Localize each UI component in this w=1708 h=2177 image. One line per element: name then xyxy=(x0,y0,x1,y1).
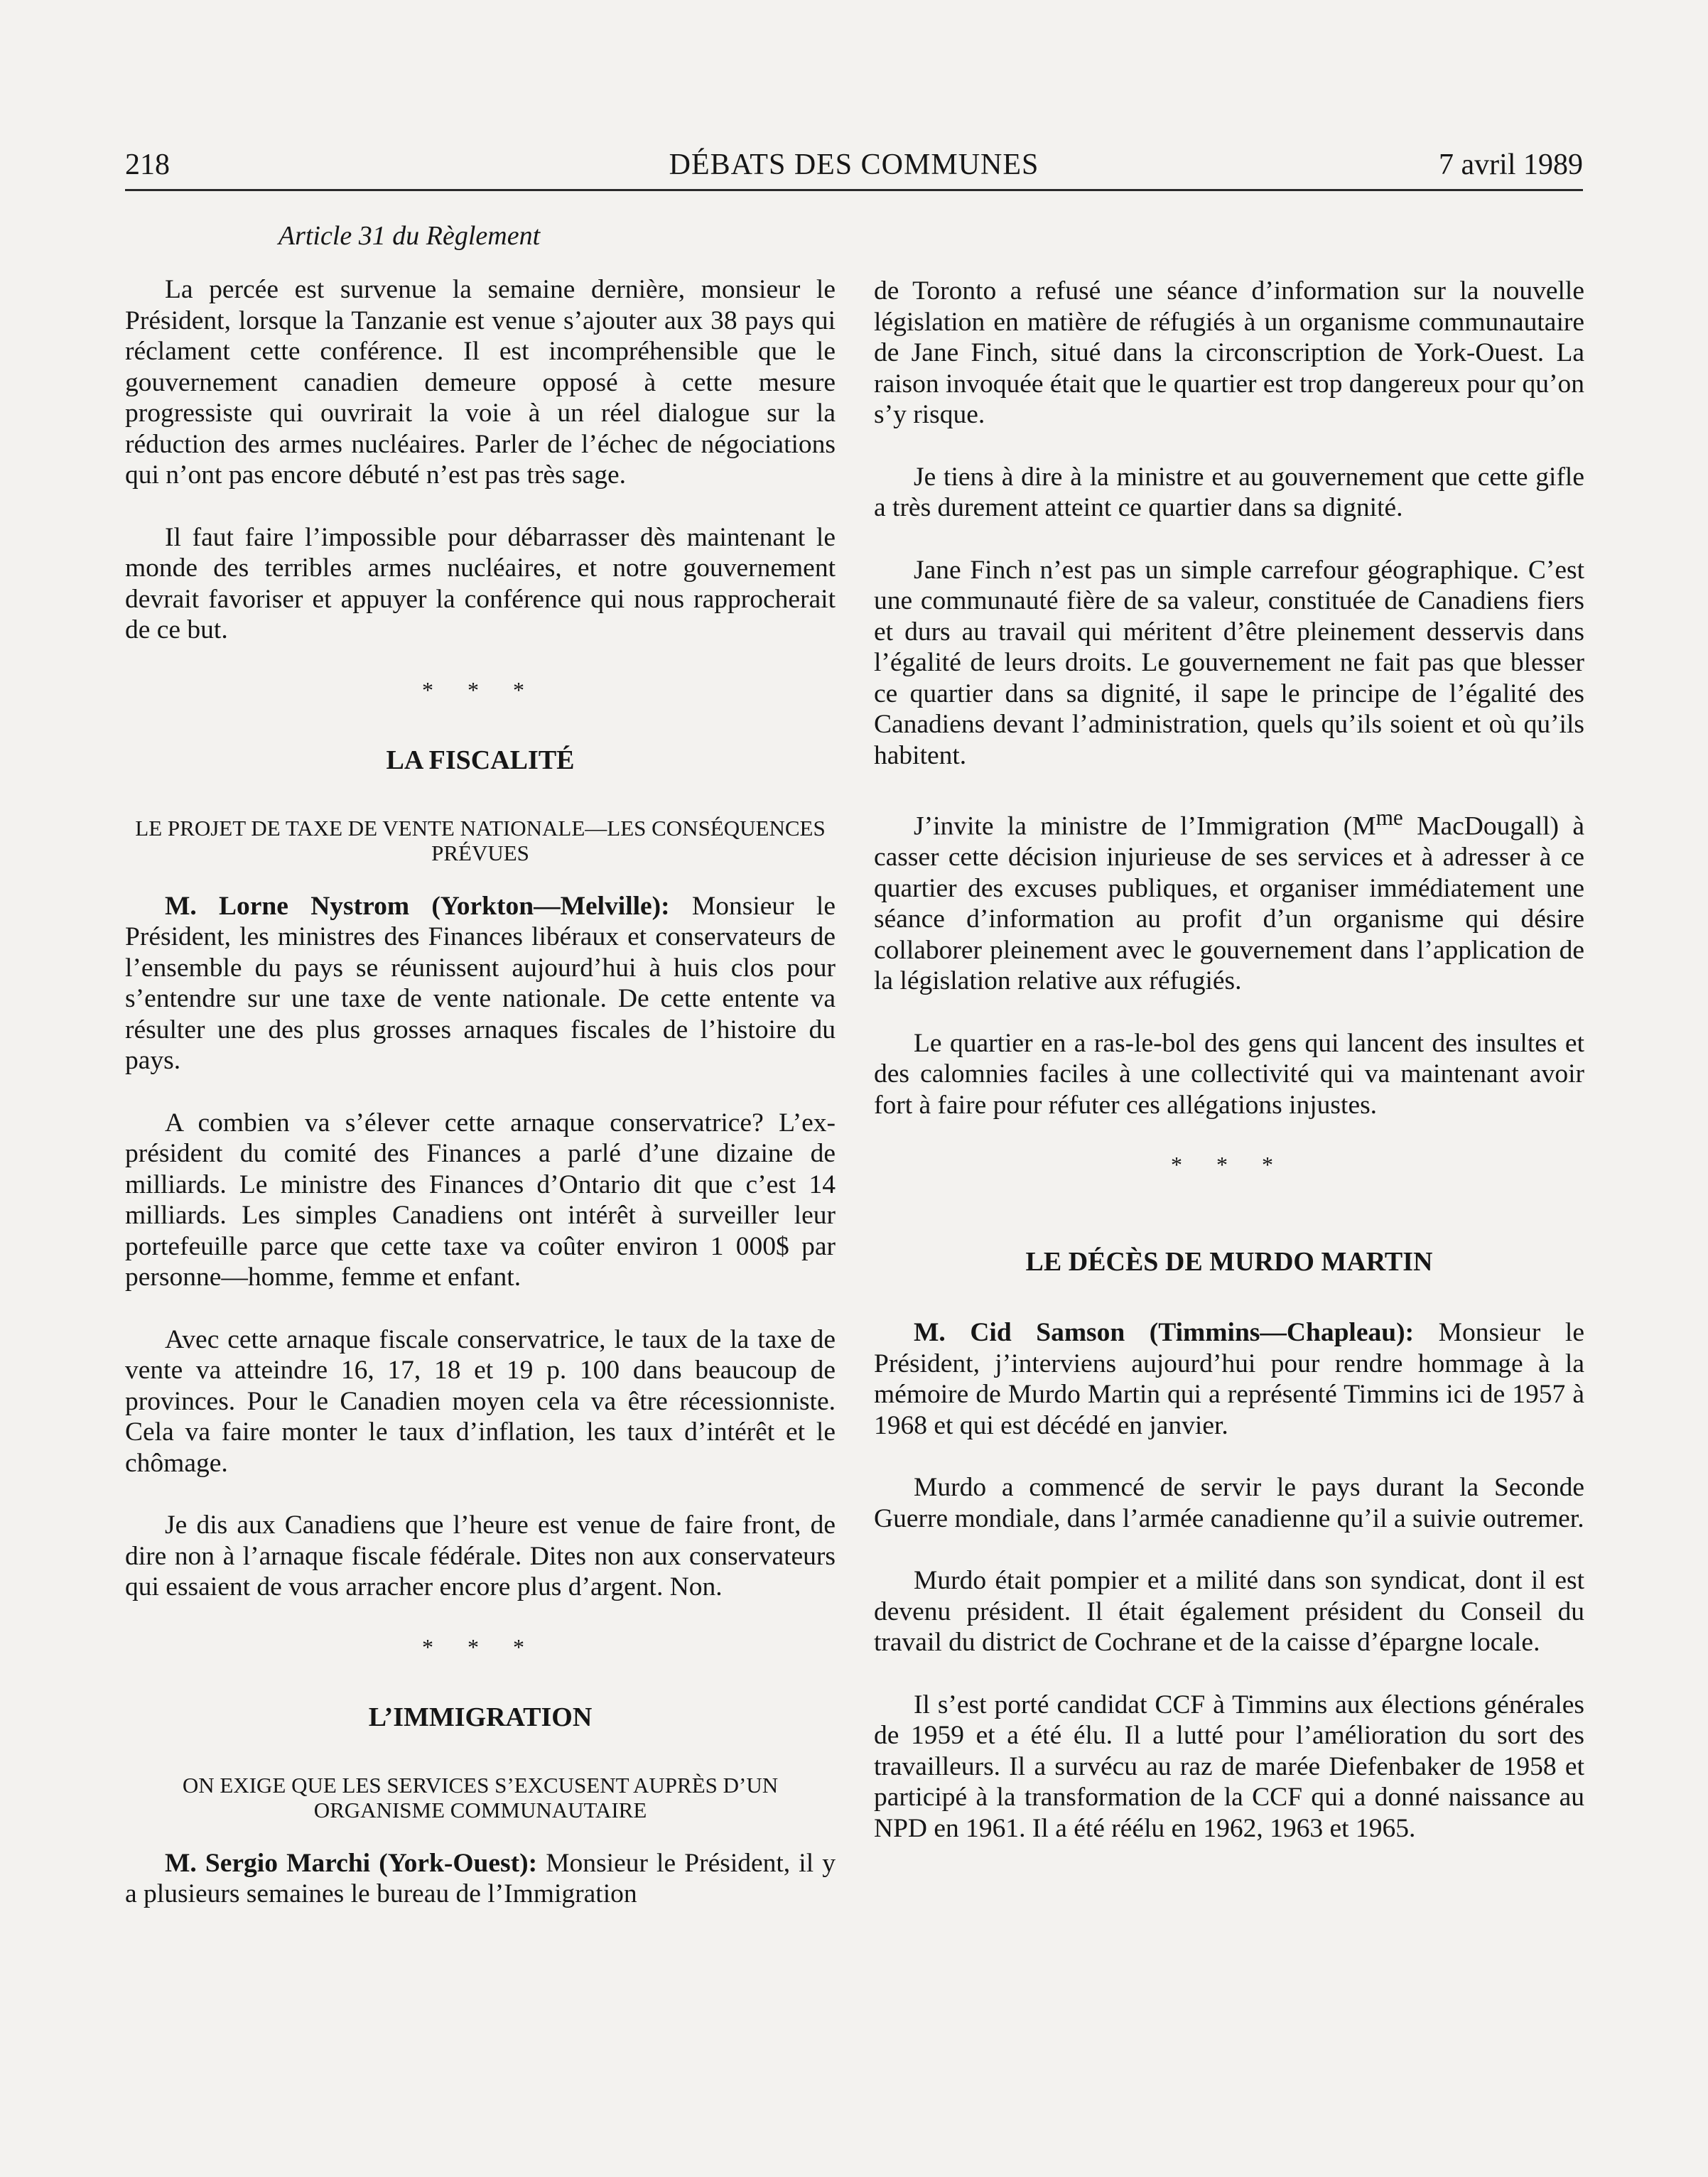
section-separator: * * * xyxy=(422,676,539,703)
rubric: Article 31 du Règlement xyxy=(278,221,541,251)
paragraph: Je tiens à dire à la ministre et au gouvernement que cette gifle a très durement atteint ce quartier dans sa dignité. xyxy=(874,462,1584,522)
paragraph-text: Monsieur le Président, il y a plusieurs semaines le bureau de l’Immigration xyxy=(125,1848,836,1908)
page-header xyxy=(125,145,1583,191)
speaker-name: M. Lorne Nystrom (Yorkton—Melville): xyxy=(165,891,670,921)
superscript: me xyxy=(1375,805,1403,830)
paragraph-text: Monsieur le Président, les ministres des Finances libéraux et conservateurs de l’ensemble du pays se réunissent aujourd’hui à huis clos pour s’entendre sur une taxe de vente nationale. De cette entente va résulter une des plus grosses arnaques fiscales de l’histoire du pays. xyxy=(125,891,836,1075)
speaker-name: M. Cid Samson (Timmins—Chapleau): xyxy=(914,1318,1415,1347)
paragraph-text: Monsieur le Président, j’interviens aujourd’hui pour rendre hommage à la mémoire de Murdo Martin qui a représenté Timmins ici de 1957 à 1968 et qui est décédé en janvier. xyxy=(874,1318,1584,1440)
section-heading: LA FISCALITÉ xyxy=(386,745,575,775)
left-column xyxy=(125,220,836,1941)
paragraph-text: J’invite la ministre de l’Immigration (M xyxy=(914,811,1376,841)
section-subheading: LE PROJET DE TAXE DE VENTE NATIONALE—LES CONSÉQUENCES PRÉVUES xyxy=(135,815,826,865)
page-date: 7 avril 1989 xyxy=(1439,148,1583,181)
paragraph xyxy=(125,1848,836,1910)
paragraph-text: MacDougall) à casser cette décision injurieuse de ses services et à adresser à ce quartier des excuses publiques, et organiser immédiatement une séance d’information au profit d’un organisme qui désire collaborer pleinement avec le gouvernement dans l’application de la législation relative aux réfugiés. xyxy=(874,811,1584,995)
paragraph: Jane Finch n’est pas un simple carrefour géographique. C’est une communauté fière de sa valeur, constituée de Canadiens fiers et durs au travail qui méritent d’être pleinement desservis dans l’égalité de leurs droits. Le gouvernement ne fait pas que blesser ce quartier dans sa dignité, il sape le principe de l’égalité des Canadiens devant l’administration, quels qu’ils soient et où qu’ils habitent. xyxy=(874,555,1584,770)
paragraph: Il s’est porté candidat CCF à Timmins aux élections générales de 1959 et a été élu. Il a lutté pour l’amélioration du sort des travailleurs. Il a survécu au raz de marée Diefenbaker de 1958 et participé à la transformation de la CCF qui a donné naissance au NPD en 1961. Il a été réélu en 1962, 1963 et 1965. xyxy=(874,1690,1584,1843)
paragraph: Le quartier en a ras-le-bol des gens qui lancent des insultes et des calomnies faciles à une collectivité qui va maintenant avoir fort à faire pour réfuter ces allégations injustes. xyxy=(874,1028,1584,1120)
paragraph: Il faut faire l’impossible pour débarrasser dès maintenant le monde des terribles armes nucléaires, et notre gouvernement devrait favoriser et appuyer la conférence qui nous rapprocherait de ce but. xyxy=(125,522,836,644)
paragraph: Murdo a commencé de servir le pays durant la Seconde Guerre mondiale, dans l’armée canadienne qu’il a suivie outremer. xyxy=(874,1473,1584,1533)
speaker-name: M. Sergio Marchi (York-Ouest): xyxy=(165,1848,538,1878)
section-heading: L’IMMIGRATION xyxy=(368,1702,593,1732)
paragraph: Avec cette arnaque fiscale conservatrice, le taux de la taxe de vente va atteindre 16, 17, 18 et 19 p. 100 dans beaucoup de provinces. Pour le Canadien moyen cela va être récessionniste. Cela va faire monter le taux d’inflation, les taux d’intérêt et le chômage. xyxy=(125,1324,836,1478)
section-subheading: ON EXIGE QUE LES SERVICES S’EXCUSENT AUPRÈS D’UN ORGANISME COMMUNAUTAIRE xyxy=(182,1772,779,1822)
paragraph: Murdo était pompier et a milité dans son syndicat, dont il est devenu président. Il était également président du Conseil du travail du district de Cochrane et de la caisse d’épargne locale. xyxy=(874,1566,1584,1657)
paragraph: Je dis aux Canadiens que l’heure est venue de faire front, de dire non à l’arnaque fiscale fédérale. Dites non aux conservateurs qui essaient de vous arracher encore plus d’argent. Non. xyxy=(125,1511,836,1601)
page-number: 218 xyxy=(125,148,170,181)
section-heading: LE DÉCÈS DE MURDO MARTIN xyxy=(1025,1247,1433,1277)
right-column xyxy=(874,276,1584,1875)
paragraph: de Toronto a refusé une séance d’information sur la nouvelle législation en matière de réfugiés à un organisme communautaire de Jane Finch, situé dans la circonscription de York-Ouest. La raison invoquée était que le quartier est trop dangereux pour qu’on s’y risque. xyxy=(874,276,1584,429)
paragraph xyxy=(874,1317,1584,1441)
paragraph xyxy=(874,802,1584,997)
section-separator: * * * xyxy=(422,1633,539,1660)
section-separator: * * * xyxy=(1171,1152,1287,1177)
publication-title: DÉBATS DES COMMUNES xyxy=(669,148,1039,181)
paragraph xyxy=(125,891,836,1076)
paragraph: La percée est survenue la semaine dernière, monsieur le Président, lorsque la Tanzanie est venue s’ajouter aux 38 pays qui réclament cette conférence. Il est incompréhensible que le gouvernement canadien demeure opposé à cette mesure progressiste qui ouvrirait la voie à un réel dialogue sur la réduction des armes nucléaires. Parler de l’échec de négociations qui n’ont pas encore débuté n’est pas très sage. xyxy=(125,275,836,490)
paragraph: A combien va s’élever cette arnaque conservatrice? L’ex-président du comité des Finances a parlé d’une dizaine de milliards. Le ministre des Finances d’Ontario dit que c’est 14 milliards. Les simples Canadiens ont intérêt à surveiller leur portefeuille parce que cette taxe va coûter environ 1 000$ par personne—homme, femme et enfant. xyxy=(125,1108,836,1292)
